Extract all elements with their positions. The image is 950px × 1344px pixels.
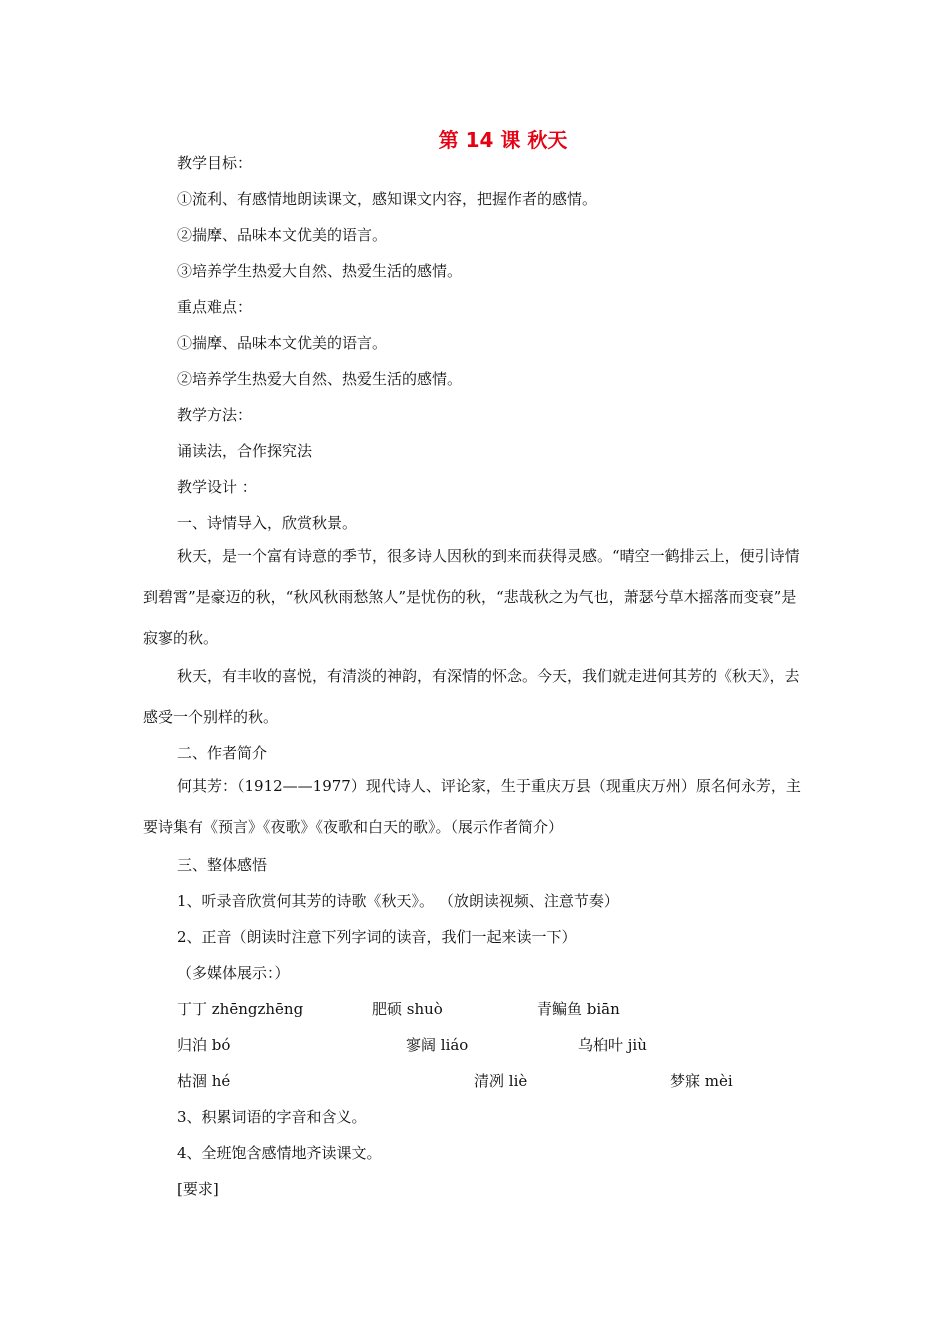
word-item: 丁丁 zhēngzhēng (177, 1000, 304, 1018)
part1-heading: 一、诗情导入，欣赏秋景。 (177, 514, 358, 532)
author-paragraph: 何其芳：（1912——1977）现代诗人、评论家，生于重庆万县（现重庆万州）原名何永芳，主要诗集有《预言》《夜歌》《夜歌和白天的歌》。（展示作者简介） (143, 777, 801, 836)
part2-heading: 二、作者简介 (177, 744, 268, 762)
design-heading: 教学设计 ： (177, 478, 257, 496)
intro-paragraph: 秋天，是一个富有诗意的季节，很多诗人因秋的到来而获得灵感。“晴空一鹤排云上，便引诗情到碧霄”是豪迈的秋，“秋风秋雨愁煞人”是忧伤的秋，“悲哉秋之为气也，萧瑟兮草木摇落而变衰”是寂寥的秋。 (143, 547, 800, 647)
word-item: 梦寐 mèi (670, 1072, 733, 1090)
word-item: 青鳊鱼 biān (537, 1000, 620, 1018)
key-item: ②培养学生热爱大自然、热爱生活的感情。 (177, 370, 463, 388)
step-1: 1、听录音欣赏何其芳的诗歌《秋天》。 （放朗读视频、注意节奏） (177, 892, 619, 910)
goals-heading: 教学目标： (177, 154, 253, 172)
step-2: 2、正音（朗读时注意下列字词的读音，我们一起来读一下） (177, 928, 577, 946)
word-item: 肥硕 shuò (372, 1000, 443, 1018)
intro-paragraph-2: 秋天，有丰收的喜悦，有清淡的神韵，有深情的怀念。今天，我们就走进何其芳的《秋天》，去感受一个别样的秋。 (143, 667, 800, 726)
page-title: 第 14 课 秋天 (438, 128, 568, 152)
step-3: 3、积累词语的字音和含义。 (177, 1108, 367, 1126)
word-item: 寥阔 liáo (406, 1036, 469, 1054)
key-item: ①揣摩、品味本文优美的语言。 (177, 334, 388, 352)
goal-item: ③培养学生热爱大自然、热爱生活的感情。 (177, 262, 463, 280)
method-heading: 教学方法： (177, 406, 253, 424)
word-item: 枯涸 hé (177, 1072, 231, 1090)
media-note: （多媒体展示：） (177, 964, 290, 982)
word-item: 乌桕叶 jiù (578, 1036, 647, 1054)
goal-item: ②揣摩、品味本文优美的语言。 (177, 226, 388, 244)
word-item: 清冽 liè (474, 1072, 528, 1090)
word-item: 归泊 bó (177, 1036, 231, 1054)
goal-item: ①流利、有感情地朗读课文，感知课文内容，把握作者的感情。 (177, 190, 598, 208)
key-heading: 重点难点： (177, 298, 253, 316)
requirement-label: [要求] (177, 1180, 219, 1198)
method-text: 诵读法，合作探究法 (177, 442, 313, 460)
part3-heading: 三、整体感悟 (177, 856, 268, 874)
step-4: 4、全班饱含感情地齐读课文。 (177, 1144, 382, 1162)
